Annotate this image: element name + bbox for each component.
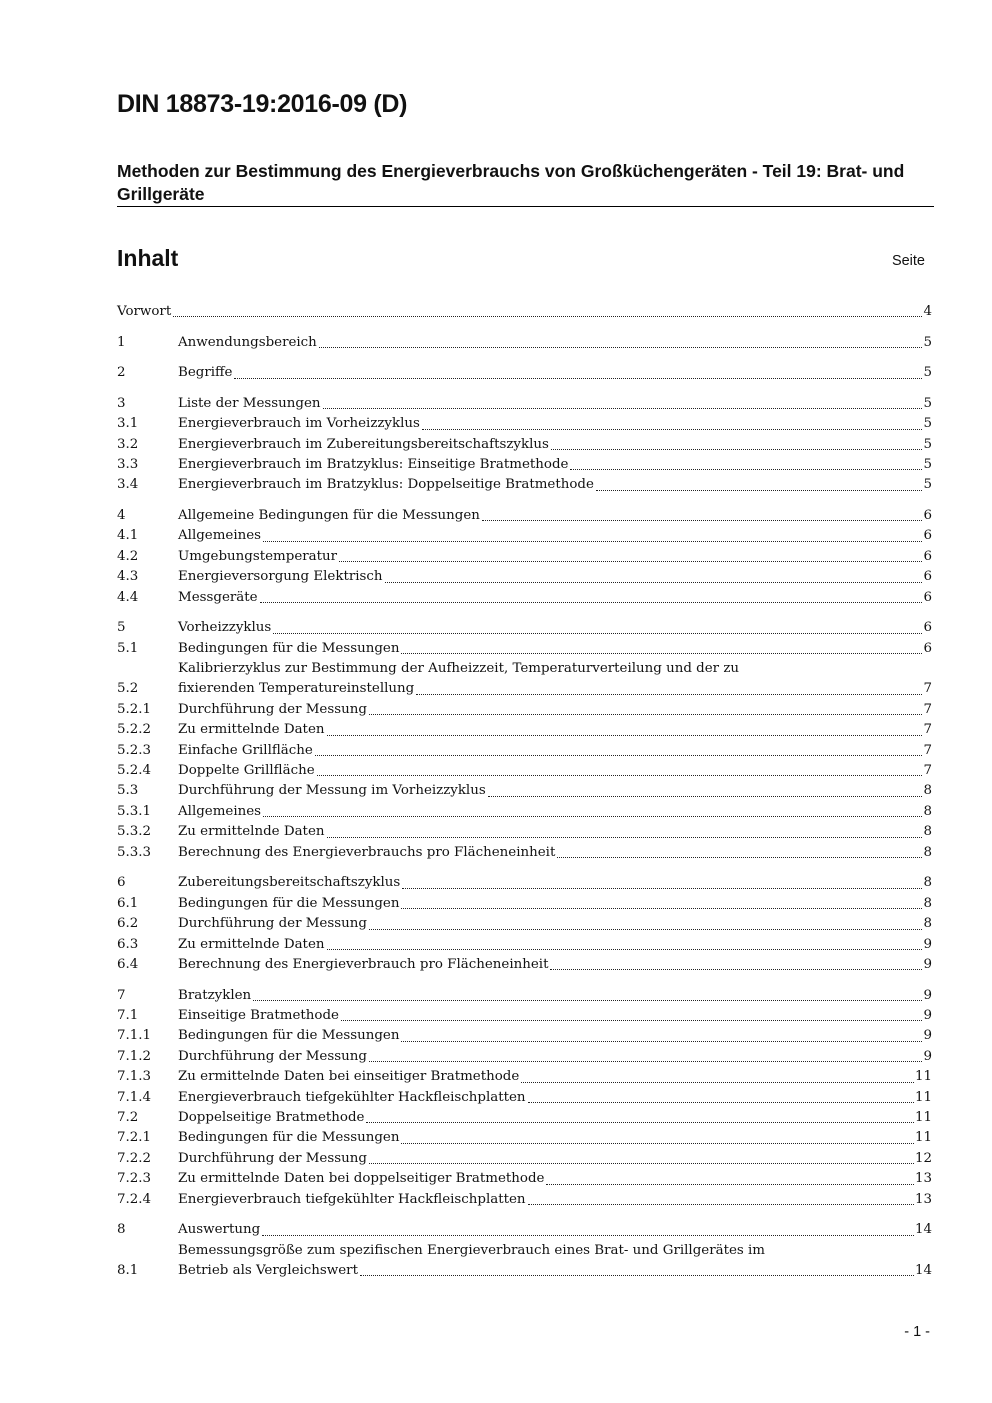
toc-entry-number: 7.2 <box>117 1109 139 1125</box>
toc-entry-number: 5.2.1 <box>117 701 152 717</box>
toc-entry-page: 8 <box>923 844 932 860</box>
toc-entry-number: 6.2 <box>117 916 139 932</box>
toc-entry[interactable] <box>117 720 932 740</box>
toc-leader-dots <box>385 582 923 583</box>
toc-entry-page: 5 <box>923 436 932 452</box>
toc-entry-title: Energieverbrauch im Bratzyklus: Einseitige Bratmethode <box>178 457 569 472</box>
toc-entry-number: 6 <box>117 875 126 891</box>
toc-entry-page: 7 <box>923 742 932 758</box>
toc-entry-page: 5 <box>923 457 932 472</box>
toc-entry-title: Energieverbrauch im Vorheizzyklus <box>178 416 420 432</box>
toc-entry-title: Bedingungen für die Messungen <box>178 640 400 656</box>
toc-entry-title-line2: Betrieb als Vergleichswert <box>178 1262 358 1278</box>
toc-leader-dots <box>416 694 922 695</box>
toc-leader-dots <box>402 888 922 889</box>
toc-entry[interactable] <box>117 1149 932 1169</box>
toc-entry[interactable] <box>117 435 932 455</box>
toc-entry-number: 5.2.2 <box>117 722 152 738</box>
toc-entry[interactable] <box>117 414 932 434</box>
toc-entry-number: 5.2.3 <box>117 742 152 758</box>
toc-entry[interactable] <box>117 618 932 638</box>
toc-entry-page: 5 <box>923 416 932 432</box>
toc-entry-title: Einseitige Bratmethode <box>178 1007 339 1023</box>
toc-entry-number: 7 <box>117 987 126 1003</box>
toc-leader-dots <box>262 1235 914 1236</box>
toc-entry-page: 7 <box>923 763 932 779</box>
toc-entry-title: Doppelseitige Bratmethode <box>178 1109 365 1125</box>
toc-entry-page: 6 <box>923 620 932 636</box>
toc-leader-dots <box>253 1000 922 1001</box>
toc-leader-dots <box>401 653 922 654</box>
toc-entry[interactable] <box>117 1241 932 1282</box>
toc-entry[interactable] <box>117 781 932 801</box>
toc-entry[interactable] <box>117 843 932 863</box>
toc-entry-title: Auswertung <box>178 1222 261 1238</box>
toc-leader-dots <box>327 735 923 736</box>
toc-entry-page: 8 <box>923 783 932 799</box>
toc-entry[interactable] <box>117 761 932 781</box>
toc-entry-title: Durchführung der Messung <box>178 916 367 932</box>
toc-entry[interactable] <box>117 1128 932 1148</box>
toc-entry-title: Bedingungen für die Messungen <box>178 1028 400 1044</box>
toc-entry-page: 9 <box>923 1048 932 1064</box>
toc-entry-title: Durchführung der Messung <box>178 1150 367 1166</box>
toc-entry-title: Umgebungstemperatur <box>178 548 338 564</box>
toc-entry-page: 7 <box>923 701 932 717</box>
toc-entry-number: 1 <box>117 334 126 350</box>
toc-entry[interactable] <box>117 873 932 893</box>
toc-leader-dots <box>528 1102 914 1103</box>
document-title: Methoden zur Bestimmung des Energieverbrauchs von Großküchengeräten - Teil 19: Brat- und Grillgeräte <box>117 161 905 204</box>
toc-entry-number: 3.4 <box>117 477 139 493</box>
toc-leader-dots <box>557 857 922 858</box>
toc-entry-number: 8.1 <box>117 1262 139 1278</box>
toc-entry-page: 12 <box>914 1150 932 1166</box>
toc-entry-page: 14 <box>914 1262 932 1278</box>
toc-entry-page: 7 <box>923 722 932 738</box>
toc-leader-dots <box>422 429 923 430</box>
toc-entry-page: 6 <box>923 569 932 585</box>
toc-entry-number: 4.3 <box>117 569 139 585</box>
toc-entry-title: Energieverbrauch im Zubereitungsbereitschaftszyklus <box>178 436 549 452</box>
toc-page-column-label: Seite <box>891 253 925 269</box>
toc-entry-title: Zu ermittelnde Daten <box>178 936 325 952</box>
toc-entry-number: 5.3.3 <box>117 844 152 860</box>
toc-entry-number: 7.2.2 <box>117 1150 152 1166</box>
toc-leader-dots <box>263 541 922 542</box>
toc-entry-title: Vorheizzyklus <box>178 620 272 636</box>
title-divider <box>117 206 934 207</box>
toc-leader-dots <box>596 490 923 491</box>
toc-entry[interactable] <box>117 935 932 955</box>
toc-entry-title: Zu ermittelnde Daten bei einseitiger Bratmethode <box>178 1069 520 1085</box>
toc-entry-title: Bedingungen für die Messungen <box>178 895 400 911</box>
toc-entry-page: 8 <box>923 803 932 819</box>
toc-leader-dots <box>317 775 923 776</box>
toc-entry-page: 13 <box>914 1191 932 1207</box>
toc-entry-number: 7.2.4 <box>117 1191 152 1207</box>
toc-entry-page: 9 <box>923 956 932 972</box>
toc-leader-dots <box>551 449 923 450</box>
toc-entry-page: 8 <box>923 875 932 891</box>
toc-entry[interactable] <box>117 659 932 700</box>
toc-entry-page: 6 <box>923 589 932 605</box>
toc-entry[interactable] <box>117 1108 932 1128</box>
toc-entry-number: 5.2 <box>117 681 139 697</box>
toc-entry-page: 9 <box>923 1007 932 1023</box>
toc-leader-dots <box>369 714 923 715</box>
toc-entry[interactable] <box>117 363 932 383</box>
toc-leader-dots <box>173 316 922 317</box>
toc-entry[interactable] <box>117 1088 932 1108</box>
toc-entry-page: 9 <box>923 936 932 952</box>
toc-entry[interactable] <box>117 1026 932 1046</box>
toc-entry[interactable] <box>117 588 932 608</box>
toc-leader-dots <box>521 1082 914 1083</box>
toc-entry[interactable] <box>117 1220 932 1240</box>
toc-leader-dots <box>323 408 923 409</box>
toc-entry-number: 3 <box>117 395 126 411</box>
toc-entry[interactable] <box>117 986 932 1006</box>
toc-entry[interactable] <box>117 802 932 822</box>
toc-leader-dots <box>401 1143 913 1144</box>
toc-entry-number: 7.1.3 <box>117 1069 152 1085</box>
toc-leader-dots <box>260 602 923 603</box>
toc-leader-dots <box>528 1204 914 1205</box>
toc-entry-page: 6 <box>923 548 932 564</box>
toc-entry[interactable] <box>117 914 932 934</box>
toc-entry-number: 5.2.4 <box>117 763 152 779</box>
table-of-contents <box>117 302 932 1281</box>
toc-entry-page: 8 <box>923 916 932 932</box>
toc-entry-page: 5 <box>923 477 932 493</box>
toc-entry[interactable] <box>117 394 932 414</box>
toc-entry-title: Begriffe <box>178 365 233 381</box>
toc-entry-title: Bratzyklen <box>178 987 252 1003</box>
toc-entry-title: Allgemeines <box>178 803 262 819</box>
toc-entry-number: 6.3 <box>117 936 139 952</box>
toc-entry-title: Durchführung der Messung im Vorheizzyklus <box>178 783 486 799</box>
toc-entry-page: 5 <box>923 395 932 411</box>
toc-entry-number: 5.3.2 <box>117 824 152 840</box>
toc-entry-number: 8 <box>117 1222 126 1238</box>
toc-entry-title: Zubereitungsbereitschaftszyklus <box>178 875 401 891</box>
toc-entry-page: 11 <box>914 1130 932 1146</box>
toc-entry-number: 4.4 <box>117 589 139 605</box>
toc-leader-dots <box>482 520 923 521</box>
toc-leader-dots <box>339 561 922 562</box>
toc-entry-page: 6 <box>923 508 932 523</box>
toc-entry-number: 7.1.4 <box>117 1089 152 1105</box>
toc-entry-number: 4 <box>117 508 126 523</box>
toc-entry[interactable] <box>117 700 932 720</box>
toc-entry-page: 5 <box>923 334 932 350</box>
toc-entry[interactable] <box>117 1190 932 1210</box>
toc-entry-number: 7.1.1 <box>117 1028 152 1044</box>
toc-entry-title: Vorwort <box>117 304 172 319</box>
toc-entry[interactable] <box>117 302 932 322</box>
toc-entry-title: Messgeräte <box>178 589 258 605</box>
toc-entry-number: 3.1 <box>117 416 139 432</box>
toc-entry-page: 7 <box>923 681 932 697</box>
toc-entry-page: 8 <box>923 824 932 840</box>
toc-entry-page: 9 <box>923 987 932 1003</box>
toc-entry-title: Bedingungen für die Messungen <box>178 1130 400 1146</box>
toc-entry-title: Energieversorgung Elektrisch <box>178 569 383 585</box>
toc-entry-title: Energieverbrauch tiefgekühlter Hackfleischplatten <box>178 1191 526 1207</box>
toc-entry-page: 11 <box>914 1089 932 1105</box>
toc-entry-page: 14 <box>914 1222 932 1238</box>
toc-entry-title-line2: fixierenden Temperatureinstellung <box>178 681 415 697</box>
toc-entry-number: 5.1 <box>117 640 139 656</box>
toc-entry-title: Berechnung des Energieverbrauchs pro Flächeneinheit <box>178 844 556 860</box>
toc-entry-title: Zu ermittelnde Daten <box>178 824 325 840</box>
toc-entry[interactable] <box>117 475 932 495</box>
toc-entry[interactable] <box>117 506 932 526</box>
toc-leader-dots <box>546 1184 914 1185</box>
toc-leader-dots <box>341 1020 922 1021</box>
document-id: DIN 18873-19:2016-09 (D) <box>117 90 408 118</box>
toc-entry-page: 6 <box>923 528 932 544</box>
toc-entry-number: 5.3 <box>117 783 139 799</box>
toc-entry-title-line1: Bemessungsgröße zum spezifischen Energieverbrauch eines Brat- und Grillgerätes im <box>178 1242 765 1258</box>
toc-entry[interactable] <box>117 639 932 659</box>
toc-entry-title: Anwendungsbereich <box>178 334 317 350</box>
toc-entry-title: Allgemeine Bedingungen für die Messungen <box>178 508 480 523</box>
toc-entry-number: 2 <box>117 365 126 381</box>
toc-leader-dots <box>263 816 922 817</box>
toc-entry-title: Berechnung des Energieverbrauch pro Flächeneinheit <box>178 956 549 972</box>
toc-entry-title: Doppelte Grillfläche <box>178 763 315 779</box>
toc-entry[interactable] <box>117 526 932 546</box>
toc-entry-title: Durchführung der Messung <box>178 1048 367 1064</box>
toc-entry-number: 7.1.2 <box>117 1048 152 1064</box>
toc-entry-number: 3.2 <box>117 436 139 452</box>
toc-entry-title: Durchführung der Messung <box>178 701 367 717</box>
toc-entry[interactable] <box>117 1169 932 1189</box>
toc-leader-dots <box>360 1275 914 1276</box>
toc-entry[interactable] <box>117 333 932 353</box>
toc-entry-page: 5 <box>923 365 932 381</box>
toc-entry-number: 4.2 <box>117 548 139 564</box>
toc-entry-page: 4 <box>923 304 932 319</box>
toc-entry-number: 7.1 <box>117 1007 139 1023</box>
toc-entry-title: Zu ermittelnde Daten bei doppelseitiger Bratmethode <box>178 1171 545 1187</box>
toc-entry-page: 9 <box>923 1028 932 1044</box>
toc-leader-dots <box>369 929 923 930</box>
toc-entry-number: 5 <box>117 620 126 636</box>
toc-entry-title: Energieverbrauch im Bratzyklus: Doppelseitige Bratmethode <box>178 477 594 493</box>
toc-entry-number: 3.3 <box>117 457 139 472</box>
toc-entry[interactable] <box>117 1047 932 1067</box>
toc-entry-page: 11 <box>914 1069 932 1085</box>
toc-entry-title: Zu ermittelnde Daten <box>178 722 325 738</box>
toc-leader-dots <box>327 837 923 838</box>
toc-entry-page: 6 <box>923 640 932 656</box>
toc-entry-number: 4.1 <box>117 528 139 544</box>
toc-leader-dots <box>401 1041 922 1042</box>
toc-entry[interactable] <box>117 955 932 975</box>
toc-entry-page: 8 <box>923 895 932 911</box>
toc-entry[interactable] <box>117 567 932 587</box>
toc-leader-dots <box>369 1163 914 1164</box>
toc-leader-dots <box>570 469 922 470</box>
toc-entry-title: Liste der Messungen <box>178 395 321 411</box>
toc-entry-page: 13 <box>914 1171 932 1187</box>
toc-entry[interactable] <box>117 455 932 475</box>
toc-entry-title-line1: Kalibrierzyklus zur Bestimmung der Aufheizzeit, Temperaturverteilung und der zu <box>178 661 740 677</box>
toc-entry[interactable] <box>117 1067 932 1087</box>
toc-entry[interactable] <box>117 547 932 567</box>
toc-entry[interactable] <box>117 1006 932 1026</box>
toc-leader-dots <box>315 755 923 756</box>
toc-heading: Inhalt <box>117 245 179 271</box>
toc-entry-number: 7.2.1 <box>117 1130 152 1146</box>
toc-leader-dots <box>234 378 922 379</box>
toc-leader-dots <box>319 347 923 348</box>
toc-entry-number: 6.4 <box>117 956 139 972</box>
toc-entry-title: Allgemeines <box>178 528 262 544</box>
toc-entry[interactable] <box>117 822 932 842</box>
toc-leader-dots <box>550 969 922 970</box>
toc-entry-title: Energieverbrauch tiefgekühlter Hackfleischplatten <box>178 1089 526 1105</box>
toc-entry-number: 7.2.3 <box>117 1171 152 1187</box>
page-number: - 1 - <box>904 1324 930 1340</box>
toc-leader-dots <box>488 796 923 797</box>
toc-leader-dots <box>273 633 922 634</box>
toc-entry-title: Einfache Grillfläche <box>178 742 313 758</box>
toc-entry-page: 11 <box>914 1109 932 1125</box>
toc-leader-dots <box>327 949 923 950</box>
toc-leader-dots <box>369 1061 923 1062</box>
toc-entry-number: 6.1 <box>117 895 139 911</box>
toc-entry[interactable] <box>117 741 932 761</box>
toc-leader-dots <box>366 1122 914 1123</box>
toc-entry[interactable] <box>117 894 932 914</box>
toc-leader-dots <box>401 908 922 909</box>
toc-entry-number: 5.3.1 <box>117 803 152 819</box>
